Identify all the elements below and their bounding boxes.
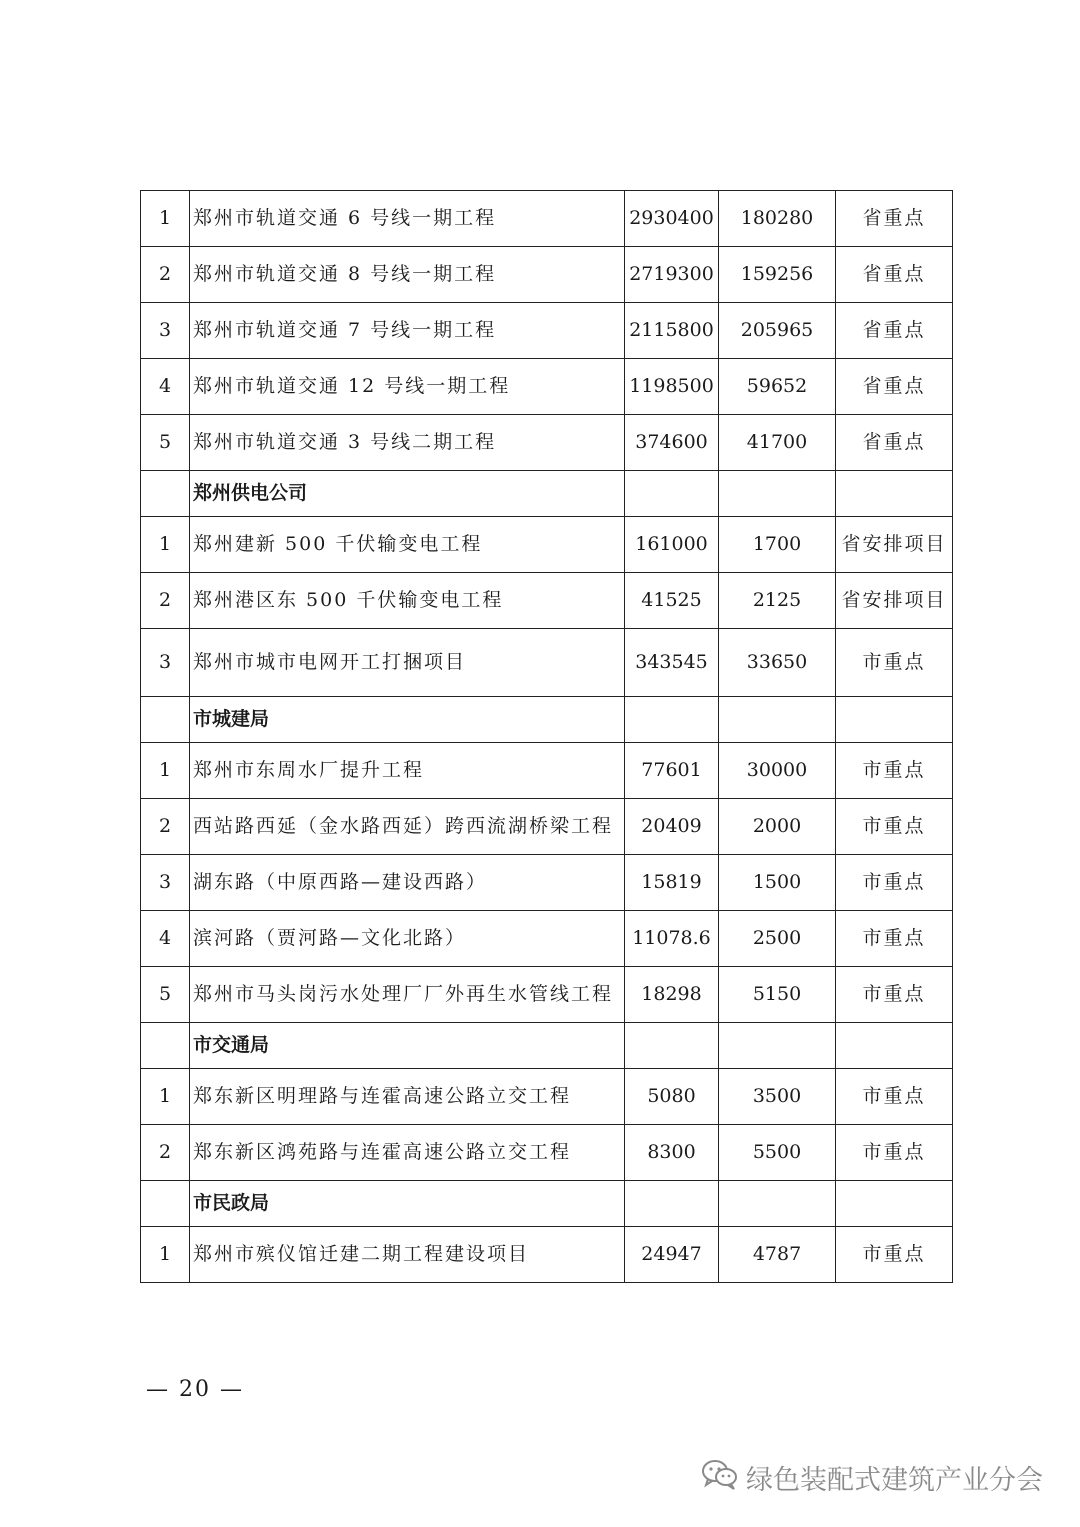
group-row (141, 1181, 953, 1227)
project-name: 郑东新区明理路与连霍高速公路立交工程 (190, 1069, 625, 1125)
project-name: 郑州市轨道交通 12 号线一期工程 (190, 359, 625, 415)
group-total-cell (625, 697, 719, 743)
project-level: 市重点 (836, 799, 953, 855)
group-plan-cell (719, 1023, 836, 1069)
project-level: 市重点 (836, 629, 953, 697)
table-row (141, 573, 953, 629)
project-name: 郑州市轨道交通 7 号线一期工程 (190, 303, 625, 359)
annual-plan: 5500 (719, 1125, 836, 1181)
total-investment: 161000 (625, 517, 719, 573)
annual-plan: 1700 (719, 517, 836, 573)
annual-plan: 205965 (719, 303, 836, 359)
project-level: 市重点 (836, 911, 953, 967)
row-number: 2 (141, 247, 190, 303)
group-plan-cell (719, 697, 836, 743)
annual-plan: 2500 (719, 911, 836, 967)
group-no-cell (141, 471, 190, 517)
project-level: 市重点 (836, 1125, 953, 1181)
total-investment: 24947 (625, 1227, 719, 1283)
row-number: 1 (141, 517, 190, 573)
group-total-cell (625, 1181, 719, 1227)
project-name: 郑州市轨道交通 8 号线一期工程 (190, 247, 625, 303)
table-row (141, 1227, 953, 1283)
project-level: 省重点 (836, 415, 953, 471)
group-no-cell (141, 697, 190, 743)
total-investment: 343545 (625, 629, 719, 697)
total-investment: 2719300 (625, 247, 719, 303)
page-number: — 20 — (146, 1377, 244, 1402)
annual-plan: 41700 (719, 415, 836, 471)
project-name: 湖东路（中原西路—建设西路） (190, 855, 625, 911)
row-number: 3 (141, 303, 190, 359)
total-investment: 374600 (625, 415, 719, 471)
total-investment: 15819 (625, 855, 719, 911)
table-row (141, 359, 953, 415)
group-level-cell (836, 1181, 953, 1227)
watermark (700, 1457, 1043, 1497)
project-name: 郑东新区鸿苑路与连霍高速公路立交工程 (190, 1125, 625, 1181)
table-row (141, 967, 953, 1023)
annual-plan: 1500 (719, 855, 836, 911)
row-number: 3 (141, 855, 190, 911)
projects-table-body (141, 191, 953, 1283)
group-no-cell (141, 1023, 190, 1069)
table-row (141, 517, 953, 573)
project-name: 西站路西延（金水路西延）跨西流湖桥梁工程 (190, 799, 625, 855)
row-number: 2 (141, 799, 190, 855)
row-number: 2 (141, 1125, 190, 1181)
projects-table (140, 190, 953, 1283)
total-investment: 20409 (625, 799, 719, 855)
row-number: 3 (141, 629, 190, 697)
total-investment: 2930400 (625, 191, 719, 247)
project-level: 省安排项目 (836, 517, 953, 573)
project-name: 郑州市轨道交通 3 号线二期工程 (190, 415, 625, 471)
row-number: 5 (141, 967, 190, 1023)
total-investment: 77601 (625, 743, 719, 799)
annual-plan: 159256 (719, 247, 836, 303)
table-row (141, 855, 953, 911)
project-level: 省重点 (836, 359, 953, 415)
project-name: 郑州港区东 500 千伏输变电工程 (190, 573, 625, 629)
project-level: 市重点 (836, 967, 953, 1023)
watermark-text: 绿色装配式建筑产业分会 (746, 1464, 1043, 1496)
project-name: 郑州市马头岗污水处理厂厂外再生水管线工程 (190, 967, 625, 1023)
project-level: 市重点 (836, 1069, 953, 1125)
project-level: 市重点 (836, 855, 953, 911)
total-investment: 5080 (625, 1069, 719, 1125)
project-level: 省重点 (836, 303, 953, 359)
total-investment: 18298 (625, 967, 719, 1023)
annual-plan: 4787 (719, 1227, 836, 1283)
row-number: 4 (141, 359, 190, 415)
group-plan-cell (719, 471, 836, 517)
annual-plan: 2125 (719, 573, 836, 629)
project-level: 省安排项目 (836, 573, 953, 629)
annual-plan: 180280 (719, 191, 836, 247)
table-row (141, 799, 953, 855)
group-row (141, 697, 953, 743)
total-investment: 2115800 (625, 303, 719, 359)
total-investment: 41525 (625, 573, 719, 629)
table-row (141, 1125, 953, 1181)
total-investment: 8300 (625, 1125, 719, 1181)
project-level: 市重点 (836, 1227, 953, 1283)
table-row (141, 415, 953, 471)
group-row (141, 471, 953, 517)
project-level: 省重点 (836, 191, 953, 247)
table-row (141, 911, 953, 967)
wechat-icon (700, 1457, 746, 1498)
annual-plan: 5150 (719, 967, 836, 1023)
table-row (141, 743, 953, 799)
table-row (141, 191, 953, 247)
project-name: 郑州建新 500 千伏输变电工程 (190, 517, 625, 573)
group-title: 市民政局 (190, 1181, 625, 1227)
table-row (141, 247, 953, 303)
project-name: 滨河路（贾河路—文化北路） (190, 911, 625, 967)
group-no-cell (141, 1181, 190, 1227)
table-row (141, 1069, 953, 1125)
row-number: 1 (141, 743, 190, 799)
project-level: 市重点 (836, 743, 953, 799)
group-total-cell (625, 471, 719, 517)
annual-plan: 30000 (719, 743, 836, 799)
annual-plan: 33650 (719, 629, 836, 697)
group-total-cell (625, 1023, 719, 1069)
group-title: 市交通局 (190, 1023, 625, 1069)
group-row (141, 1023, 953, 1069)
project-name: 郑州市城市电网开工打捆项目 (190, 629, 625, 697)
project-name: 郑州市东周水厂提升工程 (190, 743, 625, 799)
group-title: 郑州供电公司 (190, 471, 625, 517)
row-number: 5 (141, 415, 190, 471)
group-plan-cell (719, 1181, 836, 1227)
table-row (141, 303, 953, 359)
group-level-cell (836, 471, 953, 517)
group-title: 市城建局 (190, 697, 625, 743)
total-investment: 11078.6 (625, 911, 719, 967)
total-investment: 1198500 (625, 359, 719, 415)
annual-plan: 2000 (719, 799, 836, 855)
group-level-cell (836, 697, 953, 743)
annual-plan: 59652 (719, 359, 836, 415)
project-name: 郑州市殡仪馆迁建二期工程建设项目 (190, 1227, 625, 1283)
row-number: 1 (141, 1227, 190, 1283)
row-number: 1 (141, 191, 190, 247)
group-level-cell (836, 1023, 953, 1069)
row-number: 1 (141, 1069, 190, 1125)
annual-plan: 3500 (719, 1069, 836, 1125)
table-row (141, 629, 953, 697)
row-number: 4 (141, 911, 190, 967)
project-name: 郑州市轨道交通 6 号线一期工程 (190, 191, 625, 247)
project-level: 省重点 (836, 247, 953, 303)
row-number: 2 (141, 573, 190, 629)
